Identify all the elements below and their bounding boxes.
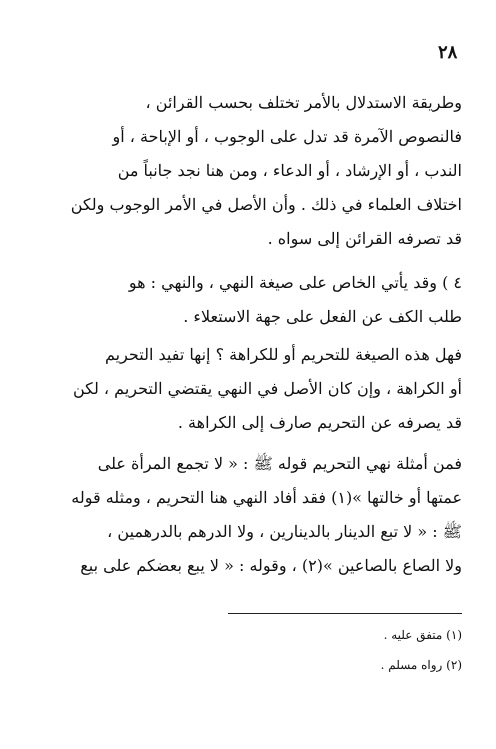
paragraph-2	[44, 266, 462, 334]
text-line: أو الكراهة ، وإن كان الأصل في النهي يقتضي التحريم ، لكن	[72, 379, 462, 398]
paragraph-4	[44, 447, 462, 583]
text-line: ٤ ) وقد يأتي الخاص على صيغة النهي ، والنهي : هو	[128, 273, 462, 292]
text-line: وطريقة الاستدلال بالأمر تختلف بحسب القرائن ،	[145, 93, 462, 112]
footnote-divider	[228, 613, 462, 614]
text-line: طلب الكف عن الفعل على جهة الاستعلاء .	[183, 307, 462, 326]
text-line: اختلاف العلماء في ذلك . وأن الأصل في الأمر الوجوب ولكن	[70, 195, 462, 214]
footnotes	[44, 620, 462, 680]
paragraph-3	[44, 338, 462, 440]
text-line: عمتها أو خالتها »(١) فقد أفاد النهي هنا التحريم ، ومثله قوله	[71, 488, 462, 507]
text-line: قد يصرفه عن التحريم صارف إلى الكراهة .	[177, 413, 462, 432]
text-line: فهل هذه الصيغة للتحريم أو للكراهة ؟ إنها تفيد التحريم	[105, 345, 462, 364]
footnote: (١) متفق عليه .	[383, 628, 462, 642]
text-line: ولا الصاع بالصاعين »(٢) ، وقوله : « لا يبع بعضكم على بيع	[80, 556, 462, 575]
text-line: فمن أمثلة نهي التحريم قوله ﷺ : « لا تجمع المرأة على	[97, 454, 462, 473]
text-line: قد تصرفه القرائن إلى سواه .	[267, 229, 462, 248]
footnote: (٢) رواه مسلم .	[380, 658, 462, 672]
paragraph-1	[44, 86, 462, 256]
text-line: الندب ، أو الإرشاد ، أو الدعاء ، ومن هنا نجد جانباً من	[117, 161, 462, 180]
text-line: فالنصوص الآمرة قد تدل على الوجوب ، أو الإباحة ، أو	[112, 127, 462, 146]
page-number: ٢٨	[438, 42, 458, 63]
text-line: ﷺ : « لا تبع الدينار بالدينارين ، ولا الدرهم بالدرهمين ،	[107, 522, 462, 541]
